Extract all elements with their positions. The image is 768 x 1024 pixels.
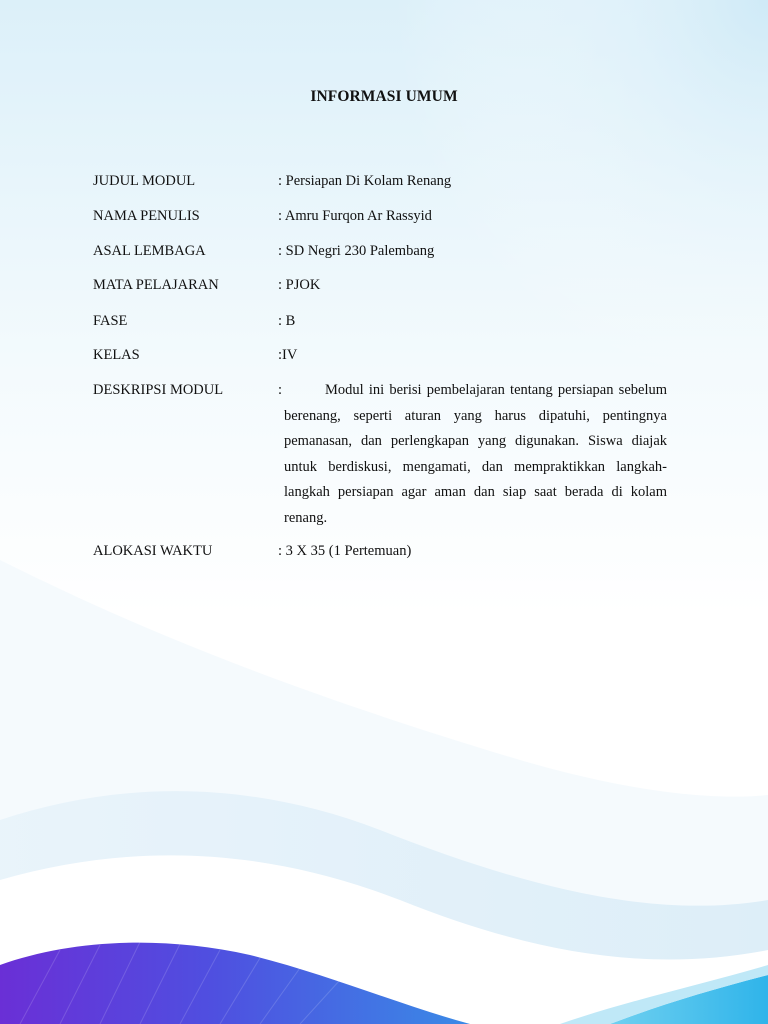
page-title: INFORMASI UMUM	[310, 88, 458, 105]
field-value: : Persiapan Di Kolam Renang	[278, 173, 452, 189]
field-label: FASE	[93, 313, 128, 329]
field-label: JUDUL MODUL	[93, 173, 196, 189]
field-value: : SD Negri 230 Palembang	[278, 243, 435, 259]
field-value: : PJOK	[278, 277, 321, 293]
field-value: : B	[278, 313, 296, 329]
field-label: KELAS	[93, 347, 140, 363]
field-label: DESKRIPSI MODUL	[93, 382, 224, 398]
field-value: :IV	[278, 347, 298, 363]
field-label: ALOKASI WAKTU	[93, 543, 213, 559]
field-colon: :	[278, 382, 283, 398]
field-row-deskripsi-modul	[93, 378, 673, 538]
field-value: : Amru Furqon Ar Rassyid	[278, 208, 432, 224]
description-text: Modul ini berisi pembelajaran tentang persiapan sebelum berenang, seperti aturan yang harus dipatuhi, pentingnya pemanasan, dan perlengkapan yang digunakan. Siswa diajak untuk berdiskusi, mengamati, dan mempraktikkan langkah-langkah persiapan agar aman dan siap saat berada di kolam renang.	[284, 382, 667, 526]
field-label: NAMA PENULIS	[93, 208, 200, 224]
field-value: : 3 X 35 (1 Pertemuan)	[278, 543, 412, 559]
field-label: ASAL LEMBAGA	[93, 243, 206, 259]
field-label: MATA PELAJARAN	[93, 277, 219, 293]
